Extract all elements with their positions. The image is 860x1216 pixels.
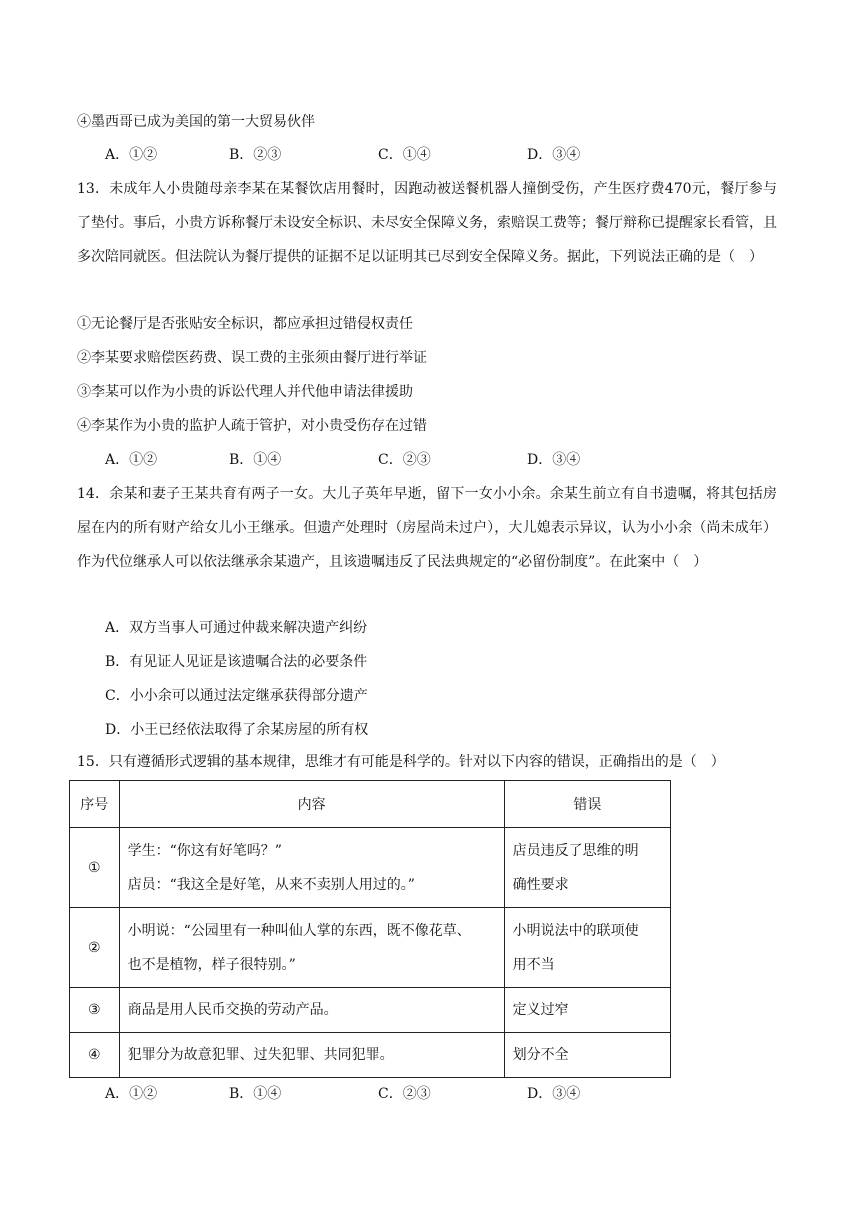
q13-statement-3: ③李某可以作为小贵的诉讼代理人并代他申请法律援助 xyxy=(77,384,413,400)
q12-option-c[interactable]: C．①④ xyxy=(378,147,431,163)
row-error xyxy=(504,908,670,988)
table-row xyxy=(70,908,671,988)
row-content xyxy=(119,988,504,1033)
q15-table xyxy=(69,780,671,1078)
q12-option-b[interactable]: B．②③ xyxy=(229,147,282,163)
row-error-line: 用不当 xyxy=(512,956,555,973)
q15-stem: 15．只有遵循形式逻辑的基本规律，思维才有可能是科学的。针对以下内容的错误，正确指出的是（ ） xyxy=(77,754,725,770)
q13-statement-4: ④李某作为小贵的监护人疏于管护，对小贵受伤存在过错 xyxy=(77,418,427,434)
header-error: 错误 xyxy=(504,781,670,828)
q15-option-d[interactable]: D．③④ xyxy=(527,1086,581,1102)
row-error-line: 划分不全 xyxy=(512,1047,569,1063)
row-content-line: 店员：“我这全是好笔，从来不卖别人用过的。” xyxy=(127,876,415,893)
row-content-line: 犯罪分为故意犯罪、过失犯罪、共同犯罪。 xyxy=(127,1047,394,1063)
q14-option-d[interactable]: D．小王已经依法取得了余某房屋的所有权 xyxy=(105,722,369,738)
q13-option-a[interactable]: A．①② xyxy=(105,452,158,468)
row-error-line: 小明说法中的联项使 xyxy=(512,922,639,939)
row-content xyxy=(119,908,504,988)
header-number: 序号 xyxy=(70,781,120,828)
q13-statement-1: ①无论餐厅是否张贴安全标识，都应承担过错侵权责任 xyxy=(77,316,413,332)
q15-option-b[interactable]: B．①④ xyxy=(229,1086,282,1102)
q12-option-a[interactable]: A．①② xyxy=(105,147,158,163)
q14-stem: 14．余某和妻子王某共育有两子一女。大儿子英年早逝，留下一女小小余。余某生前立有自书遗嘱，将其包括房屋在内的所有财产给女儿小王继承。但遗产处理时（房屋尚未过户），大儿媳表示异议，认为小小余（尚未成年）作为代位继承人可以依法继承余某遗产，且该遗嘱违反了民法典规定的“必留份制度”。在此案中（ ） xyxy=(77,486,777,570)
q12-statement-4: ④墨西哥已成为美国的第一大贸易伙伴 xyxy=(77,114,315,130)
q15-option-c[interactable]: C．②③ xyxy=(378,1086,431,1102)
row-content-line: 小明说：“公园里有一种叫仙人掌的东西，既不像花草、 xyxy=(127,922,471,939)
q14-option-b[interactable]: B．有见证人见证是该遗嘱合法的必要条件 xyxy=(105,654,368,670)
row-error-line: 店员违反了思维的明 xyxy=(512,842,639,859)
q14-option-c[interactable]: C．小小余可以通过法定继承获得部分遗产 xyxy=(105,688,368,704)
row-number: ④ xyxy=(70,1033,120,1078)
q13-option-c[interactable]: C．②③ xyxy=(378,452,431,468)
q13-statement-2: ②李某要求赔偿医药费、误工费的主张须由餐厅进行举证 xyxy=(77,350,427,366)
q14-option-a[interactable]: A．双方当事人可通过仲裁来解决遗产纠纷 xyxy=(105,620,368,636)
table-header-row xyxy=(70,781,671,828)
row-number: ② xyxy=(70,908,120,988)
row-error-line: 定义过窄 xyxy=(512,1002,569,1018)
row-error-line: 确性要求 xyxy=(512,876,569,893)
row-number: ③ xyxy=(70,988,120,1033)
header-content: 内容 xyxy=(119,781,504,828)
row-content-line: 也不是植物，样子很特别。” xyxy=(127,956,296,973)
row-error xyxy=(504,828,670,908)
q13-option-b[interactable]: B．①④ xyxy=(229,452,282,468)
table-row xyxy=(70,1033,671,1078)
row-number: ① xyxy=(70,828,120,908)
row-error xyxy=(504,988,670,1033)
row-content-line: 学生：“你这有好笔吗？” xyxy=(127,842,282,859)
row-content-line: 商品是用人民币交换的劳动产品。 xyxy=(127,1002,338,1018)
q12-option-d[interactable]: D．③④ xyxy=(527,147,581,163)
row-error xyxy=(504,1033,670,1078)
q13-stem: 13．未成年人小贵随母亲李某在某餐饮店用餐时，因跑动被送餐机器人撞倒受伤，产生医疗费470元，餐厅参与了垫付。事后，小贵方诉称餐厅未设安全标识、未尽安全保障义务，索赔误工费等；餐厅辩称已提醒家长看管，且多次陪同就医。但法院认为餐厅提供的证据不足以证明其已尽到安全保障义务。据此，下列说法正确的是（ ） xyxy=(77,181,777,265)
row-content xyxy=(119,1033,504,1078)
table-row xyxy=(70,988,671,1033)
row-content xyxy=(119,828,504,908)
table-row xyxy=(70,828,671,908)
q15-option-a[interactable]: A．①② xyxy=(105,1086,158,1102)
q13-option-d[interactable]: D．③④ xyxy=(527,452,581,468)
